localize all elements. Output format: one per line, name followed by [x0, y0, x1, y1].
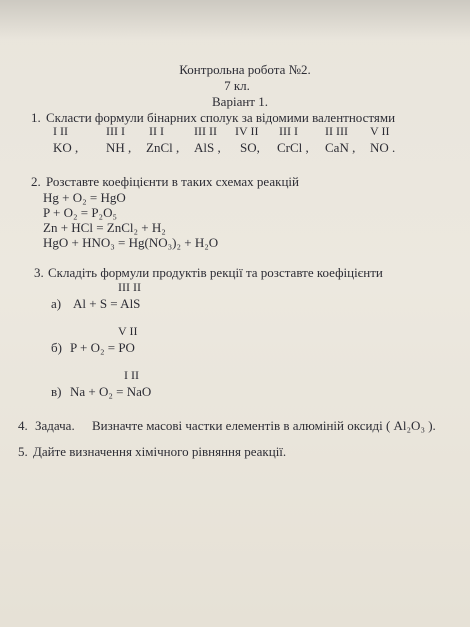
- task3-item-label: а): [51, 296, 62, 311]
- task4-text: Визначте масові частки елементів в алюміній оксиді ( Al₂O₃ ).: [92, 418, 436, 433]
- task3-valence: I II: [124, 368, 139, 382]
- task1-text: Скласти формули бінарних сполук за відомими валентностями: [46, 110, 396, 125]
- task2-number: 2.: [31, 174, 41, 189]
- reaction-line: P + O₂ = P₂O₅: [43, 205, 118, 220]
- reaction-line: HgO + HNO₃ = Hg(NO₃)₂ + H₂O: [43, 235, 219, 250]
- grade-label: 7 кл.: [224, 78, 250, 93]
- task3-equation: Na + O₂ = NaO: [70, 384, 152, 399]
- task1-formula: NH ,: [106, 140, 132, 155]
- task1-formula: NO .: [370, 140, 396, 155]
- task3-number: 3.: [34, 265, 44, 280]
- task1-valence: III I: [279, 124, 298, 138]
- task1-valence: III II: [194, 124, 217, 138]
- task5-number: 5.: [18, 444, 28, 459]
- task3-item-label: в): [51, 384, 62, 399]
- variant-label: Варіант 1.: [212, 94, 268, 109]
- task3-item-label: б): [51, 340, 62, 355]
- task3-equation: P + O₂ = PO: [70, 340, 135, 355]
- task5-text: Дайте визначення хімічного рівняння реакції.: [33, 444, 287, 459]
- task4-label: Задача.: [35, 418, 75, 433]
- task1-valence: II III: [325, 124, 348, 138]
- task1-formula: SO,: [240, 140, 260, 155]
- reaction-line: Hg + O₂ = HgO: [43, 190, 126, 205]
- task3-valence: V II: [118, 324, 138, 338]
- task3-text: Складіть формули продуктів рекції та розставте коефіцієнти: [48, 265, 383, 280]
- task1-formula: AlS ,: [194, 140, 221, 155]
- task1-formula: ZnCl ,: [146, 140, 180, 155]
- task1-valence: IV II: [235, 124, 259, 138]
- task1-valence: III I: [106, 124, 125, 138]
- task1-valence: V II: [370, 124, 390, 138]
- task3-equation: Al + S = AlS: [73, 296, 141, 311]
- task4-number: 4.: [18, 418, 28, 433]
- task1-formula: CaN ,: [325, 140, 356, 155]
- page-title: Контрольна робота №2.: [179, 62, 311, 77]
- page-shadow: [0, 0, 470, 40]
- task3-valence: III II: [118, 280, 141, 294]
- task1-valence: I II: [53, 124, 68, 138]
- reaction-line: Zn + HCl = ZnCl₂ + H₂: [43, 220, 166, 235]
- task1-formula: CrCl ,: [277, 140, 309, 155]
- task1-formula: KO ,: [53, 140, 79, 155]
- task1-number: 1.: [31, 110, 41, 125]
- task2-text: Розставте коефіцієнти в таких схемах реакцій: [46, 174, 299, 189]
- task1-valence: II I: [149, 124, 164, 138]
